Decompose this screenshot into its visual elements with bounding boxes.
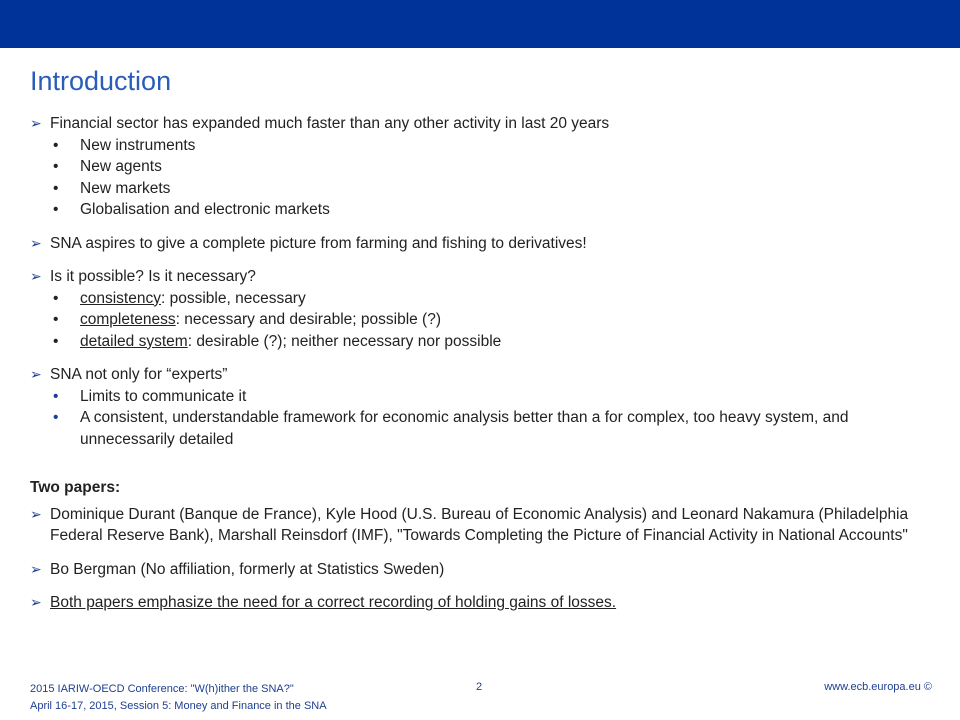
papers-heading: Two papers:: [30, 479, 121, 496]
paper-item-durant: [30, 504, 935, 547]
sub-list-possible: [30, 288, 935, 353]
point-text: Is it possible? Is it necessary?: [50, 268, 256, 285]
point-text: SNA aspires to give a complete picture from farming and fishing to derivatives!: [50, 234, 587, 252]
point-text: SNA not only for “experts”: [50, 366, 228, 383]
arrowhead-icon: ➢: [30, 594, 42, 610]
list-item: • Limits to communicate it: [30, 386, 935, 408]
arrowhead-icon: ➢: [30, 268, 42, 284]
list-item: • Globalisation and electronic markets: [30, 199, 935, 221]
list-item: • completeness: necessary and desirable; possible (?): [30, 309, 935, 331]
footer-conference: [30, 681, 327, 715]
arrowhead-icon: ➢: [30, 505, 42, 522]
list-item: • A consistent, understandable framework for economic analysis better than a for complex, too heavy system, and unnecessarily detailed: [53, 409, 849, 448]
header-band: [0, 0, 960, 48]
dot-bullet-icon: •: [53, 332, 59, 350]
paper-item-bergman: [30, 559, 935, 581]
point-sna-aspires: [30, 233, 935, 255]
arrowhead-icon: ➢: [30, 366, 42, 382]
footer-line-2: April 16-17, 2015, Session 5: Money and Finance in the SNA: [30, 700, 327, 712]
list-item: • New instruments: [30, 135, 935, 157]
slide-title: Introduction: [30, 66, 172, 96]
page-number: 2: [476, 681, 483, 693]
sub-list-financial: [30, 135, 935, 221]
dot-bullet-icon: •: [53, 136, 59, 154]
dot-bullet-icon: •: [53, 179, 59, 197]
dot-bullet-icon: •: [53, 387, 59, 405]
list-item: • consistency: possible, necessary: [30, 288, 935, 310]
point-text: Financial sector has expanded much faster than any other activity in last 20 years: [50, 115, 610, 132]
footer-line-1: 2015 IARIW-OECD Conference: "W(h)ither the SNA?": [30, 683, 294, 695]
dot-bullet-icon: •: [53, 409, 59, 426]
list-item: • New agents: [30, 156, 935, 178]
point-sna-experts: [30, 364, 935, 386]
sub-list-experts: [30, 386, 935, 451]
footer-website: www.ecb.europa.eu ©: [824, 681, 932, 693]
point-financial-sector: [30, 113, 935, 135]
arrowhead-icon: ➢: [30, 234, 42, 251]
paper-item-both: [30, 592, 935, 614]
dot-bullet-icon: •: [53, 201, 59, 218]
point-is-it-possible: [30, 266, 935, 288]
dot-bullet-icon: •: [53, 158, 59, 175]
arrowhead-icon: ➢: [30, 560, 42, 577]
paper-text: Bo Bergman (No affiliation, formerly at Statistics Sweden): [50, 560, 445, 578]
dot-bullet-icon: •: [53, 311, 59, 328]
paper-text: Both papers emphasize the need for a correct recording of holding gains of losses.: [50, 594, 617, 611]
dot-bullet-icon: •: [53, 289, 59, 307]
paper-text: Dominique Durant (Banque de France), Kyle Hood (U.S. Bureau of Economic Analysis) and Leonard Nakamura (Philadelphia Federal Reserve Bank), Marshall Reinsdorf (IMF), "Towards Completing the Picture of Financial Activity in National Accounts": [50, 505, 909, 544]
list-item: • detailed system: desirable (?); neither necessary nor possible: [30, 331, 935, 353]
slide-content: [30, 113, 935, 614]
arrowhead-icon: ➢: [30, 115, 42, 131]
list-item: • New markets: [30, 178, 935, 200]
